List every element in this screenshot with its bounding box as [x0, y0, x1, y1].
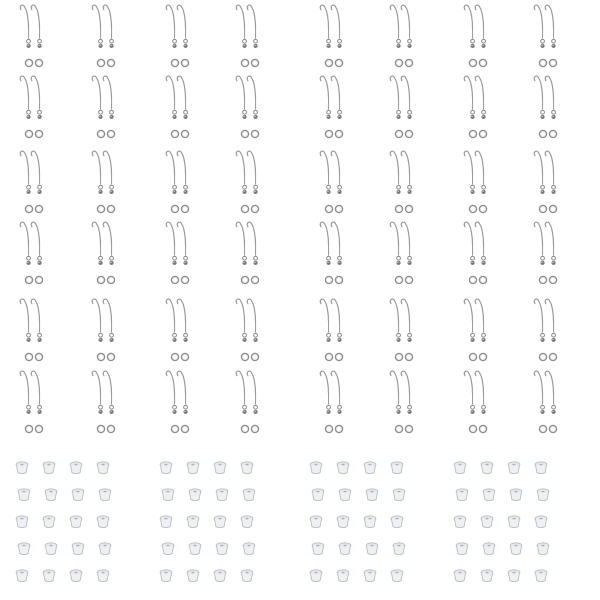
- silicone-backstop: [16, 462, 28, 474]
- silicone-backstop: [16, 516, 28, 528]
- silicone-backstop: [391, 570, 403, 582]
- silicone-backstop: [43, 462, 55, 474]
- silicone-backstop: [243, 543, 255, 555]
- silicone-backstop: [162, 489, 174, 501]
- silicone-backstop: [312, 489, 324, 501]
- silicone-backstop: [508, 570, 520, 582]
- silicone-backstop: [312, 543, 324, 555]
- silicone-backstop: [537, 543, 549, 555]
- silicone-backstop: [160, 462, 172, 474]
- silicone-backstop: [97, 462, 109, 474]
- silicone-backstop: [72, 543, 84, 555]
- silicone-backstop: [337, 462, 349, 474]
- silicone-backstop: [454, 516, 466, 528]
- silicone-backstop: [366, 543, 378, 555]
- silicone-backstop: [366, 489, 378, 501]
- silicone-backstop: [454, 462, 466, 474]
- silicone-backstop: [510, 543, 522, 555]
- silicone-backstop: [187, 516, 199, 528]
- silicone-backstop: [241, 516, 253, 528]
- silicone-backstop: [45, 543, 57, 555]
- silicone-backstop: [70, 516, 82, 528]
- silicone-backstop: [537, 489, 549, 501]
- silicone-backstop: [456, 543, 468, 555]
- silicone-backstop: [481, 462, 493, 474]
- silicone-backstop: [45, 489, 57, 501]
- silicone-backstop: [510, 489, 522, 501]
- silicone-backstop: [43, 516, 55, 528]
- silicone-backstop: [70, 570, 82, 582]
- silicone-backstop: [16, 570, 28, 582]
- silicone-backstop: [337, 570, 349, 582]
- silicone-backstop: [187, 570, 199, 582]
- silicone-backstop: [214, 516, 226, 528]
- silicone-backstop: [99, 489, 111, 501]
- silicone-backstop: [99, 543, 111, 555]
- silicone-backstop: [481, 570, 493, 582]
- silicone-backstop: [339, 543, 351, 555]
- silicone-backstop: [535, 516, 547, 528]
- silicone-backstop: [364, 570, 376, 582]
- silicone-backstop: [393, 489, 405, 501]
- silicone-backstop: [456, 489, 468, 501]
- silicone-backstop: [18, 543, 30, 555]
- silicone-backstop: [310, 570, 322, 582]
- silicone-backstop: [97, 570, 109, 582]
- silicone-backstop: [214, 462, 226, 474]
- silicone-backstop: [241, 570, 253, 582]
- silicone-backstop: [481, 516, 493, 528]
- silicone-backstop: [454, 570, 466, 582]
- silicone-backstop: [214, 570, 226, 582]
- silicone-backstop: [160, 516, 172, 528]
- silicone-backstop: [72, 489, 84, 501]
- silicone-backstop: [70, 462, 82, 474]
- silicone-backstop: [391, 462, 403, 474]
- silicone-backstop: [310, 462, 322, 474]
- silicone-backstop: [97, 516, 109, 528]
- silicone-backstop: [535, 462, 547, 474]
- silicone-backstop: [216, 543, 228, 555]
- silicone-backstop: [364, 462, 376, 474]
- silicone-backstop: [189, 543, 201, 555]
- silicone-backstop: [483, 543, 495, 555]
- silicone-backstop: [508, 462, 520, 474]
- silicone-backstop: [243, 489, 255, 501]
- silicone-backstop: [310, 516, 322, 528]
- silicone-backstop: [241, 462, 253, 474]
- silicone-backstop: [364, 516, 376, 528]
- silicone-backstop: [337, 516, 349, 528]
- silicone-backstop: [18, 489, 30, 501]
- silicone-backstop: [391, 516, 403, 528]
- silicone-backstop: [339, 489, 351, 501]
- silicone-backstop: [535, 570, 547, 582]
- silicone-backstop: [216, 489, 228, 501]
- silicone-backstop: [483, 489, 495, 501]
- silicone-backstop: [508, 516, 520, 528]
- silicone-backstop: [43, 570, 55, 582]
- silicone-backstop: [393, 543, 405, 555]
- silicone-backstop: [160, 570, 172, 582]
- silicone-backstop: [162, 543, 174, 555]
- silicone-backstop: [189, 489, 201, 501]
- silicone-backstop: [187, 462, 199, 474]
